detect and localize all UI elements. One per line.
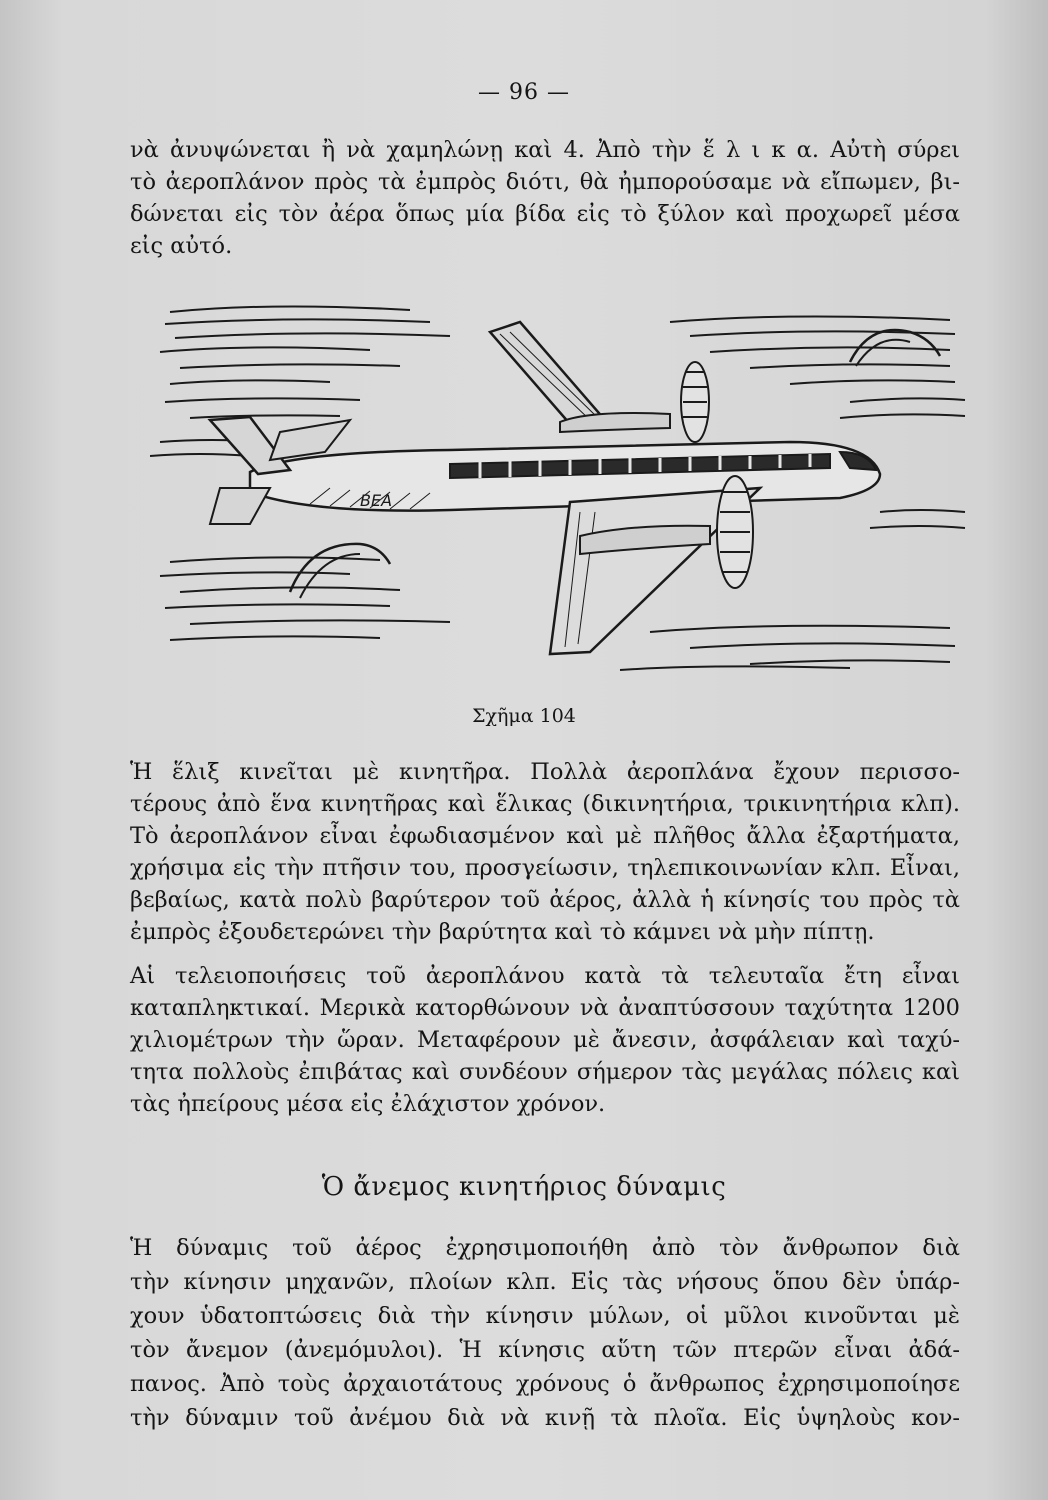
- text-line: ἐμπρὸς ἐξουδετερώνει τὴν βαρύτητα καὶ τὸ κάμνει νὰ μὴν πίπτῃ.: [130, 919, 875, 945]
- text-line: τὸν ἄνεμον (ἀνεμόμυλοι). Ἡ κίνησις αὕτη τῶν πτερῶν εἶναι ἀδά-: [130, 1337, 960, 1363]
- tail-stabilizer-lower: [210, 488, 270, 524]
- fuselage: [250, 442, 880, 511]
- text-line: Ἡ δύναμις τοῦ ἀέρος ἐχρησιμοποιήθη ἀπὸ τὸν ἄνθρωπον διὰ: [130, 1235, 960, 1261]
- text-line: δώνεται εἰς τὸν ἀέρα ὅπως μία βίδα εἰς τὸ ξύλον καὶ προχωρεῖ μέσα: [130, 201, 960, 227]
- figure-caption: Σχῆμα 104: [472, 705, 576, 727]
- text-line: χρήσιμα εἰς τὴν πτῆσιν του, προσγείωσιν, τηλεπικοινωνίαν κλπ. Εἶναι,: [130, 855, 960, 881]
- page-number: — 96 —: [478, 80, 570, 105]
- text-line: τὴν κίνησιν μηχανῶν, πλοίων κλπ. Εἰς τὰς νήσους ὅπου δὲν ὑπάρ-: [130, 1269, 960, 1295]
- text-line: καταπληκτικαί. Μερικὰ κατορθώνουν νὰ ἀναπτύσσουν ταχύτητα 1200: [130, 995, 960, 1021]
- text-line: βεβαίως, κατὰ πολὺ βαρύτερον τοῦ ἀέρος, ἀλλὰ ἡ κίνησίς του πρὸς τὰ: [130, 887, 960, 913]
- text-line: Ἡ ἕλιξ κινεῖται μὲ κινητῆρα. Πολλὰ ἀεροπλάνα ἔχουν περισσο-: [130, 759, 960, 785]
- cloud-streaks-top-right: [670, 316, 955, 384]
- section-heading: Ὁ ἄνεμος κινητήριος δύναμις: [321, 1172, 727, 1202]
- text-line: νὰ ἀνυψώνεται ἢ νὰ χαμηλώνῃ καὶ 4. Ἀπὸ τὴν ἕ λ ι κ α. Αὐτὴ σύρει: [130, 137, 960, 163]
- fuselage-marking: BEA: [360, 491, 393, 510]
- text-line: χουν ὑδατοπτώσεις διὰ τὴν κίνησιν μύλων, οἱ μῦλοι κινοῦνται μὲ: [130, 1303, 960, 1329]
- text-line: Τὸ ἀεροπλάνον εἶναι ἐφωδιασμένον καὶ μὲ πλῆθος ἄλλα ἐξαρτήματα,: [130, 823, 960, 849]
- text-line: χιλιομέτρων τὴν ὥραν. Μεταφέρουν μὲ ἄνεσιν, ἀσφάλειαν καὶ ταχύ-: [130, 1027, 960, 1053]
- far-wing: [490, 322, 605, 424]
- airplane-illustration: [150, 292, 970, 692]
- text-line: τὴν δύναμιν τοῦ ἀνέμου διὰ νὰ κινῇ τὰ πλοῖα. Εἰς ὑψηλοὺς κον-: [130, 1405, 960, 1431]
- text-line: πανος. Ἀπὸ τοὺς ἀρχαιοτάτους χρόνους ὁ ἄνθρωπος ἐχρησιμοποίησε: [130, 1371, 960, 1397]
- cloud-streaks-top-left: [160, 306, 450, 418]
- text-line: εἰς αὐτό.: [130, 233, 233, 259]
- text-line: Αἱ τελειοποιήσεις τοῦ ἀεροπλάνου κατὰ τὰ τελευταῖα ἔτη εἶναι: [130, 963, 960, 989]
- text-line: τητα πολλοὺς ἐπιβάτας καὶ συνδέουν σήμερον τὰς μεγάλας πόλεις καὶ: [130, 1059, 960, 1085]
- text-line: τέρους ἀπὸ ἕνα κινητῆρας καὶ ἕλικας (δικινητήρια, τρικινητήρια κλπ).: [130, 791, 960, 817]
- text-line: τὸ ἀεροπλάνον πρὸς τὰ ἐμπρὸς διότι, θὰ ἠμπορούσαμε νὰ εἴπωμεν, βι-: [130, 169, 960, 195]
- text-line: τὰς ἠπείρους μέσα εἰς ἐλάχιστον χρόνον.: [130, 1091, 606, 1117]
